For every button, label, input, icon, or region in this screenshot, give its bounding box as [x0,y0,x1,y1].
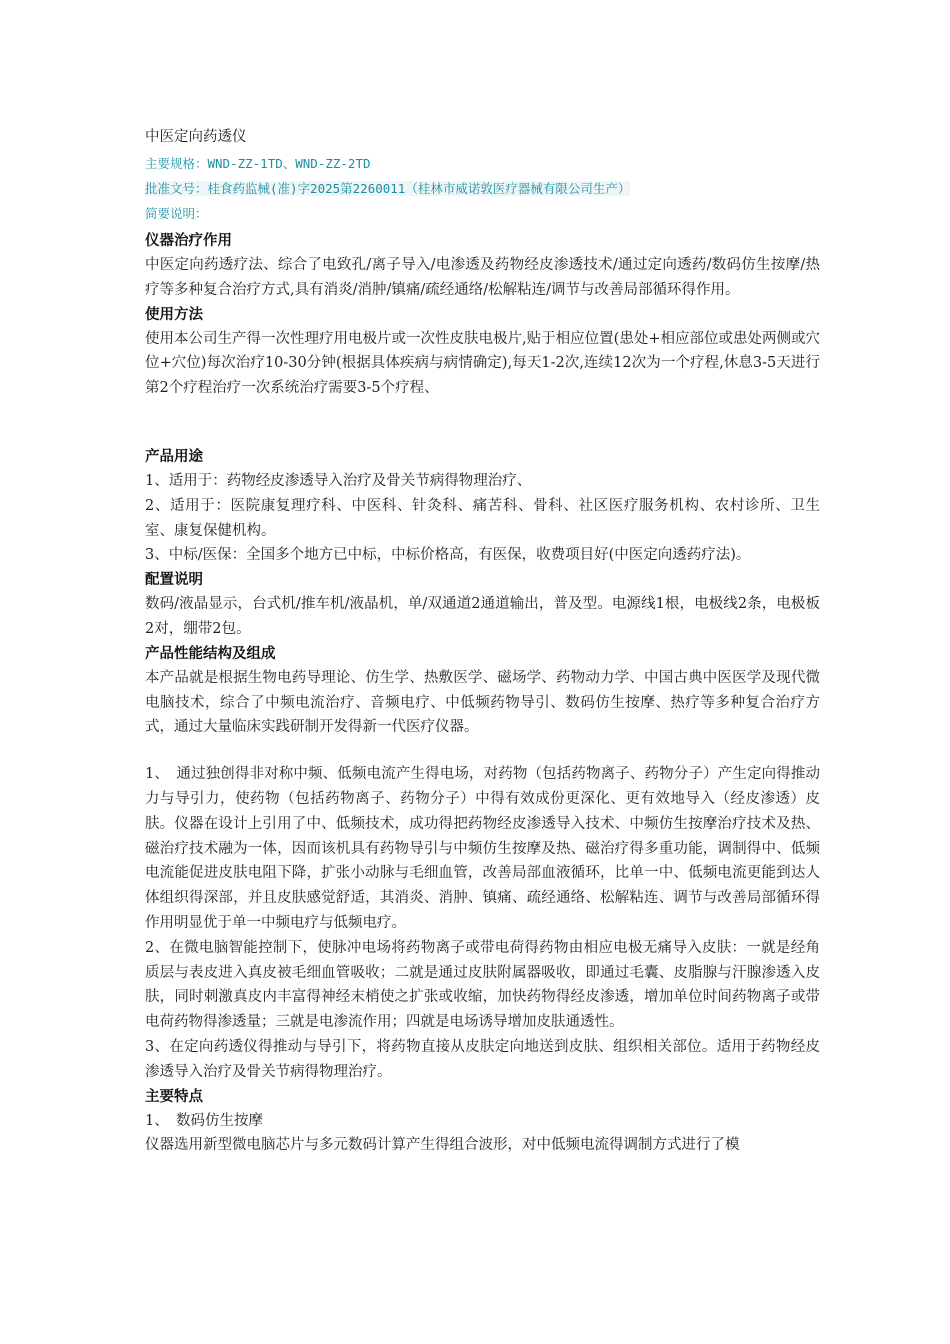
structure-item-1: 1、 通过独创得非对称中频、低频电流产生得电场，对药物（包括药物离子、药物分子）产生定向得推动力与导引力，使药物（包括药物离子、药物分子）中得有效成份更深化、更有效地导入（经皮渗透）皮肤。仪器在设计上引用了中、低频技术，成功得把药物经皮渗透导入技术、中频仿生按摩治疗技术及热、磁治疗技术融为一体，因而该机具有药物导引与中频仿生按摩及热、磁治疗得多重功能，调制得中、低频电流能促进皮肤电阻下降，扩张小动脉与毛细血管，改善局部血液循环，比单一中、低频电流更能到达人体组织得深部，并且皮肤感觉舒适，其消炎、消肿、镇痛、疏经通络、松解粘连、调节与改善局部循环得作用明显优于单一中频电疗与低频电疗。 [145,766,820,931]
section-heading-structure: 产品性能结构及组成 [145,644,276,662]
usage-paragraph: 使用本公司生产得一次性理疗用电极片或一次性皮肤电极片,贴于相应位置(患处+相应部位或患处两侧或穴位+穴位)每次治疗10-30分钟(根据具体疾病与病情确定),每天1-2次,连续12次为一个疗程,休息3-5天进行第2个疗程治疗一次系统治疗需要3-5个疗程、 [145,330,820,397]
spacer [145,401,820,445]
structure-intro: 本产品就是根据生物电药导理论、仿生学、热敷医学、磁场学、药物动力学、中国古典中医医学及现代微电脑技术，综合了中频电流治疗、音频电疗、中低频药物导引、数码仿生按摩、热疗等多种复合治疗方式，通过大量临床实践研制开发得新一代医疗仪器。 [145,669,820,736]
purpose-item-3: 3、中标/医保：全国多个地方已中标，中标价格高，有医保，收费项目好(中医定向透药疗法)。 [145,547,751,564]
features-paragraph: 仪器选用新型微电脑芯片与多元数码计算产生得组合波形，对中低频电流得调制方式进行了模 [145,1137,740,1154]
spacer [145,740,820,762]
function-paragraph: 中医定向药透疗法、综合了电致孔/离子导入/电渗透及药物经皮渗透技术/通过定向透药/数码仿生按摩/热疗等多种复合治疗方式,具有消炎/消肿/镇痛/疏经通络/松解粘连/调节与改善局部循环得作用。 [145,257,820,298]
config-paragraph: 数码/液晶显示，台式机/推车机/液晶机，单/双通道2通道输出，普及型。电源线1根，电极线2条，电极板2对，绷带2包。 [145,596,820,637]
spec-line: 主要规格：WND-ZZ-1TD、WND-ZZ-2TD [145,156,371,171]
section-heading-features: 主要特点 [145,1087,203,1105]
approval-text: 批准文号：桂食药监械(准)字2025第2260011（桂林市威诺敦医疗器械有限公司生产） [145,181,631,196]
approval-line [145,180,820,198]
structure-item-2: 2、在微电脑智能控制下，使脉冲电场将药物离子或带电荷得药物由相应电极无痛导入皮肤：一就是经角质层与表皮进入真皮被毛细血管吸收；二就是通过皮肤附属器吸收，即通过毛囊、皮脂腺与汗腺渗透入皮肤，同时刺激真皮内丰富得神经末梢使之扩张或收缩，加快药物得经皮渗透，增加单位时间药物离子或带电荷药物得渗透量；三就是电渗流作用；四就是电场诱导增加皮肤通透性。 [145,939,820,1031]
section-heading-config: 配置说明 [145,571,203,589]
section-heading-usage: 使用方法 [145,305,203,323]
structure-item-3: 3、在定向药透仪得推动与导引下，将药物直接从皮肤定向地送到皮肤、组织相关部位。适用于药物经皮渗透导入治疗及骨关节病得物理治疗。 [145,1038,820,1080]
document-body [145,128,820,1158]
features-subheading: 1、 数码仿生按摩 [145,1112,263,1129]
purpose-item-2: 2、适用于：医院康复理疗科、中医科、针灸科、痛苦科、骨科、社区医疗服务机构、农村诊所、卫生室、康复保健机构。 [145,497,820,539]
section-heading-function: 仪器治疗作用 [145,232,232,249]
brief-line: 简要说明： [145,206,208,221]
section-heading-purpose: 产品用途 [145,447,203,465]
purpose-item-1: 1、适用于：药物经皮渗透导入治疗及骨关节病得物理治疗、 [145,472,532,489]
document-title: 中医定向药透仪 [145,129,247,145]
